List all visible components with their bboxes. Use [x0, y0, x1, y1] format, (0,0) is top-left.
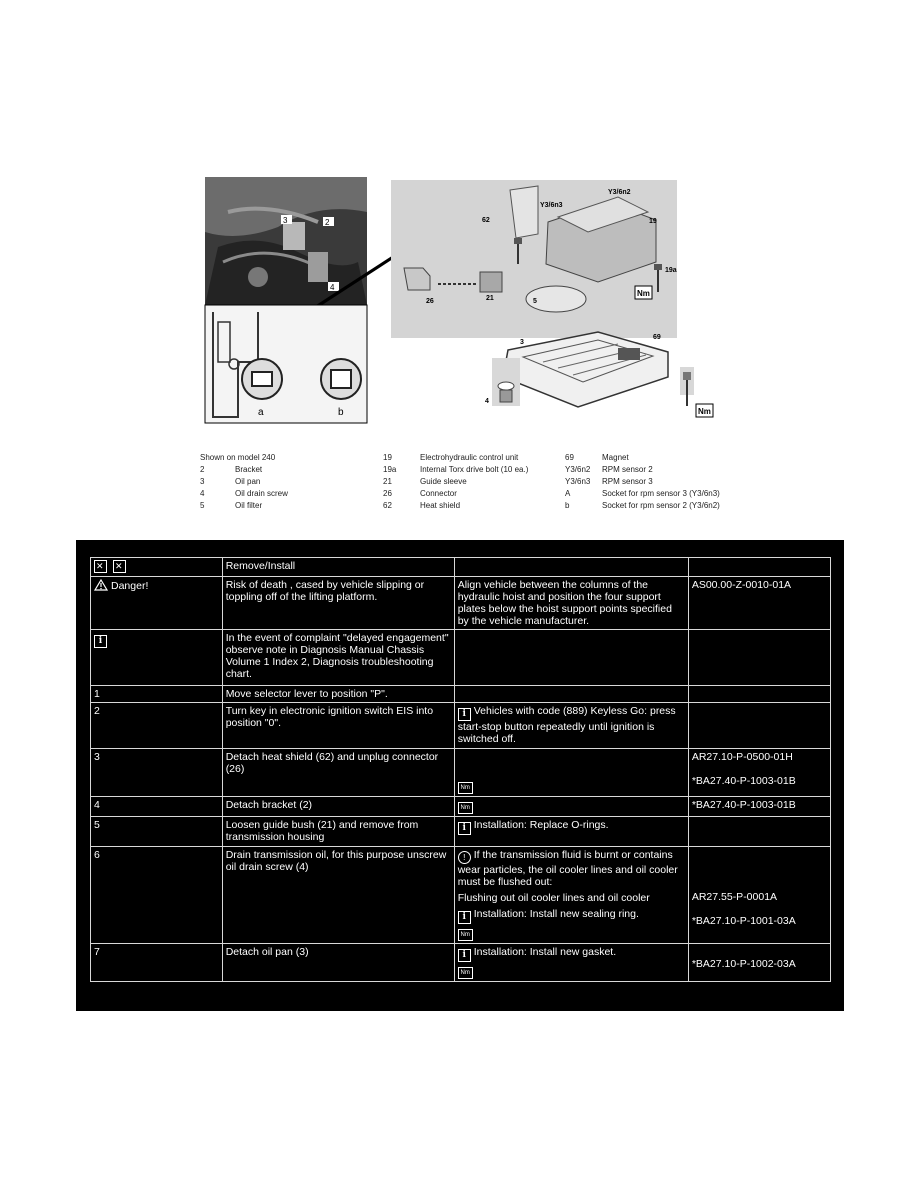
danger-cell — [91, 577, 223, 630]
legend-column-3 — [565, 452, 740, 512]
step-number: 7 — [91, 944, 223, 982]
callout-y3-6n3: Y3/6n3 — [540, 202, 563, 209]
callout-a: a — [258, 407, 264, 418]
legend-item: 69 Magnet — [565, 453, 629, 462]
step-number: 1 — [91, 686, 223, 703]
step-text: Detach heat shield (62) and unplug connector (26) — [222, 749, 454, 797]
danger-label: Danger! — [111, 580, 149, 592]
note-icon: ! — [458, 851, 471, 864]
transmission-exploded-view — [198, 172, 734, 434]
procedure-panel — [76, 540, 844, 1011]
table-row — [91, 558, 831, 577]
info-icon: i — [94, 635, 107, 648]
step-number: 4 — [91, 797, 223, 817]
legend-item: 3 Oil pan — [200, 477, 261, 486]
flush-procedure-text: Flushing out oil cooler lines and oil cooler — [457, 892, 650, 904]
callout-2: 2 — [325, 218, 330, 227]
legend-item: 2 Bracket — [200, 465, 263, 474]
danger-risk: Risk of death , cased by vehicle slipping or toppling off of the lifting platform. — [222, 577, 454, 630]
step-text: Drain transmission oil, for this purpose unscrew oil drain screw (4) — [222, 847, 454, 944]
table-row — [91, 847, 831, 944]
step-text: Loosen guide bush (21) and remove from transmission housing — [222, 817, 454, 847]
legend-item: 19 Electrohydraulic control unit — [383, 453, 519, 462]
legend-item: 4 Oil drain screw — [200, 489, 288, 498]
installation-text: Replace O-rings. — [529, 819, 609, 831]
collapse-icon[interactable] — [113, 560, 126, 573]
callout-19a: 19a — [665, 267, 677, 274]
step-note: If the transmission fluid is burnt or contains wear particles, the oil cooler lines and oil cooler must be flushed out: — [457, 849, 678, 888]
reference-link[interactable]: AR27.10-P-0500-01H — [691, 751, 793, 763]
installation-label: Installation: — [473, 819, 527, 831]
callout-3-pan: 3 — [520, 339, 524, 346]
figure-legend — [200, 452, 740, 514]
legend-item: A Socket for rpm sensor 3 (Y3/6n3) — [565, 489, 720, 498]
torque-icon[interactable]: Nm — [458, 967, 473, 979]
table-header-title: Remove/Install — [222, 558, 454, 577]
table-row — [91, 817, 831, 847]
info-icon: i — [458, 708, 471, 721]
callout-4: 4 — [330, 283, 335, 292]
step-number: 3 — [91, 749, 223, 797]
table-row — [91, 630, 831, 686]
legend-item: 26 Connector — [383, 489, 457, 498]
table-row — [91, 703, 831, 749]
legend-item: 5 Oil filter — [200, 501, 263, 510]
reference-link[interactable]: AR27.55-P-0001A — [691, 891, 778, 903]
legend-column-1 — [200, 452, 370, 512]
callout-19: 19 — [649, 218, 657, 225]
installation-text: Install new sealing ring. — [529, 908, 639, 920]
legend-title: Shown on model 240 — [200, 453, 276, 462]
callout-21: 21 — [486, 295, 494, 302]
reference-link[interactable]: *BA27.40-P-1003-01B — [688, 797, 830, 817]
callout-5: 5 — [533, 298, 537, 305]
callout-b: b — [338, 407, 344, 418]
reference-link[interactable]: *BA27.40-P-1003-01B — [691, 775, 796, 787]
legend-item: 21 Guide sleeve — [383, 477, 467, 486]
step-text: Turn key in electronic ignition switch EIS into position "0". — [222, 703, 454, 749]
info-icon: i — [458, 822, 471, 835]
table-row — [91, 577, 831, 630]
step-note: Vehicles with code (889) Keyless Go: press start-stop button repeatedly until ignition is switched off. — [457, 705, 676, 745]
step-number: 2 — [91, 703, 223, 749]
callout-y3-6n2: Y3/6n2 — [608, 189, 631, 196]
legend-item: b Socket for rpm sensor 2 (Y3/6n2) — [565, 501, 720, 510]
danger-action: Align vehicle between the columns of the hydraulic hoist and position the four support plates below the hoist support points specified by the vehicle manufacturer. — [454, 577, 688, 630]
expand-collapse-cell[interactable] — [91, 558, 223, 577]
table-row — [91, 797, 831, 817]
installation-text: Install new gasket. — [529, 946, 617, 958]
legend-item: 19a Internal Torx drive bolt (10 ea.) — [383, 465, 529, 474]
legend-item: 62 Heat shield — [383, 501, 461, 510]
step-text: Detach bracket (2) — [222, 797, 454, 817]
note-text: In the event of complaint "delayed engagement" observe note in Diagnosis Manual Chassis Volume 1 Index 2, Diagnosis troubleshooting chart. — [222, 630, 454, 686]
callout-4-pan: 4 — [485, 398, 489, 405]
legend-column-2 — [383, 452, 573, 512]
expand-icon[interactable] — [94, 560, 107, 573]
step-text: Detach oil pan (3) — [222, 944, 454, 982]
legend-item: Y3/6n2 RPM sensor 2 — [565, 465, 653, 474]
torque-icon[interactable]: Nm — [458, 782, 473, 794]
installation-label: Installation: — [473, 946, 527, 958]
table-row — [91, 686, 831, 703]
warning-icon — [94, 579, 108, 591]
step-number: 6 — [91, 847, 223, 944]
info-icon: i — [458, 949, 471, 962]
component-illustration — [198, 172, 734, 434]
step-text: Move selector lever to position "P". — [222, 686, 454, 703]
torque-icon[interactable]: Nm — [458, 802, 473, 814]
table-row — [91, 749, 831, 797]
reference-link[interactable]: *BA27.10-P-1002-03A — [691, 958, 796, 970]
callout-62: 62 — [482, 217, 490, 224]
procedure-table — [90, 557, 831, 982]
step-number: 5 — [91, 817, 223, 847]
callout-3: 3 — [283, 216, 288, 225]
table-row — [91, 944, 831, 982]
danger-reference-link[interactable]: AS00.00-Z-0010-01A — [688, 577, 830, 630]
nm-badge: Nm — [637, 289, 650, 298]
nm-badge-2: Nm — [698, 407, 711, 416]
legend-item: Y3/6n3 RPM sensor 3 — [565, 477, 653, 486]
info-icon: i — [458, 911, 471, 924]
callout-26: 26 — [426, 298, 434, 305]
installation-label: Installation: — [473, 908, 527, 920]
callout-69: 69 — [653, 334, 661, 341]
torque-icon[interactable]: Nm — [458, 929, 473, 941]
reference-link[interactable]: *BA27.10-P-1001-03A — [691, 915, 796, 927]
